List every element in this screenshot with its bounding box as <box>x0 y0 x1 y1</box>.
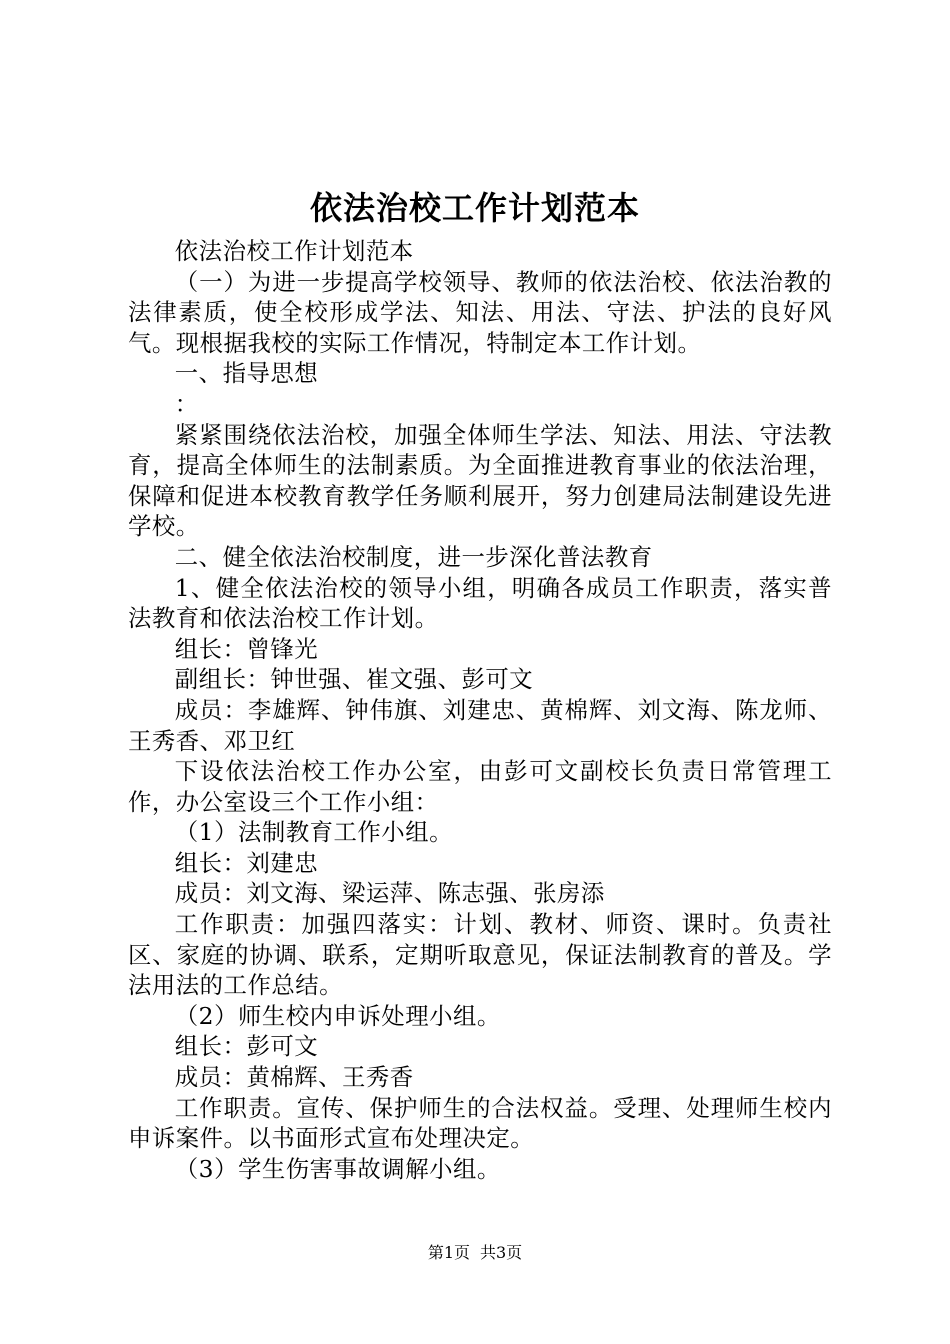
paragraph: 成员：刘文海、梁运萍、陈志强、张房添 <box>174 879 605 908</box>
subsection-heading: （1）法制教育工作小组。 <box>174 818 453 847</box>
paragraph: 下设依法治校工作办公室，由彭可文副校长负责日常管理工作，办公室设三个工作小组： <box>128 757 832 816</box>
subsection-heading: （2）师生校内申诉处理小组。 <box>174 1001 501 1030</box>
paragraph: 工作职责。宣传、保护师生的合法权益。受理、处理师生校内申诉案件。以书面形式宣布处理决定。 <box>128 1093 832 1153</box>
paragraph: （一）为进一步提高学校领导、教师的依法治校、依法治教的法律素质，使全校形成学法、知法、用法、守法、护法的良好风气。现根据我校的实际工作情况，特制定本工作计划。 <box>128 267 832 357</box>
document-title: 依法治校工作计划范本 <box>309 189 640 227</box>
subsection-heading: （3）学生伤害事故调解小组。 <box>174 1154 501 1183</box>
paragraph: 紧紧围绕依法治校，加强全体师生学法、知法、用法、守法教育，提高全体师生的法制素质。为全面推进教育事业的依法治理，保障和促进本校教育教学任务顺利展开，努力创建局法制建设先进学校。 <box>128 420 832 541</box>
section-heading: 一、指导思想 <box>174 359 319 388</box>
paragraph: 成员：黄棉辉、王秀香 <box>174 1063 414 1092</box>
paragraph: 组长：彭可文 <box>174 1032 319 1061</box>
paragraph: 1、健全依法治校的领导小组，明确各成员工作职责，落实普法教育和依法治校工作计划。 <box>128 573 832 633</box>
paragraph: 副组长：钟世强、崔文强、彭可文 <box>174 665 534 694</box>
section-heading: 二、健全依法治校制度，进一步深化普法教育 <box>174 542 653 571</box>
paragraph: 工作职责：加强四落实：计划、教材、师资、课时。负责社区、家庭的协调、联系，定期听取意见，保证法制教育的普及。学法用法的工作总结。 <box>128 910 832 1000</box>
page-footer <box>0 1243 950 1263</box>
document-body <box>128 236 832 1184</box>
paragraph: 组长：刘建忠 <box>174 848 319 877</box>
page-number: 第1页 <box>427 1243 470 1262</box>
paragraph: ： <box>174 389 199 418</box>
paragraph: 依法治校工作计划范本 <box>174 237 414 265</box>
paragraph: 组长：曾锋光 <box>174 634 319 663</box>
paragraph: 成员：李雄辉、钟伟旗、刘建忠、黄棉辉、刘文海、陈龙师、王秀香、邓卫红 <box>128 695 832 755</box>
page-total: 共3页 <box>480 1243 523 1262</box>
